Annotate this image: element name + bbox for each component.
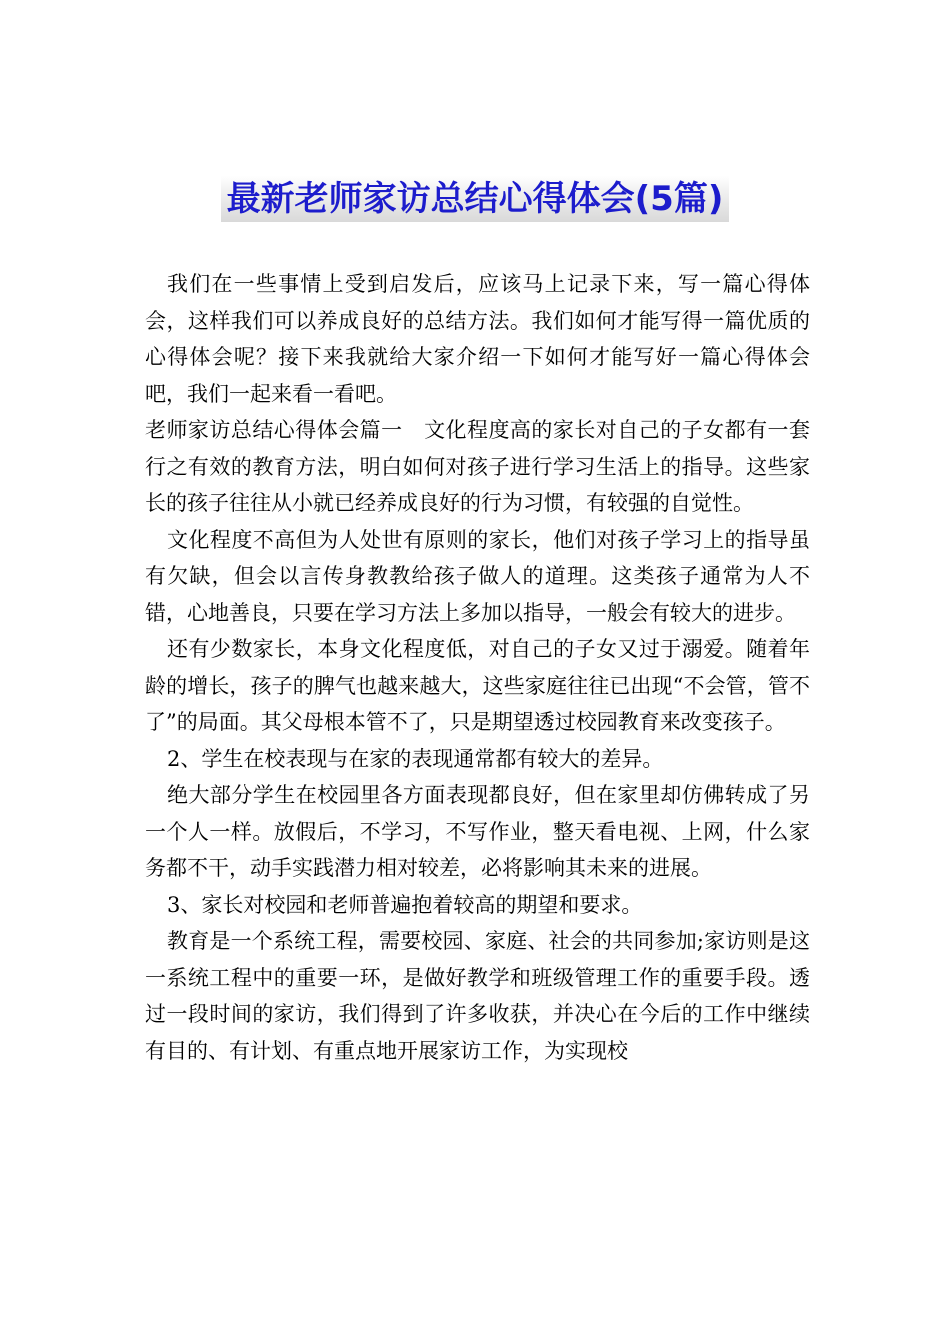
paragraph-section-one: 老师家访总结心得体会篇一 文化程度高的家长对自己的子女都有一套行之有效的教育方法，明白如何对孩子进行学习生活上的指导。这些家长的孩子往往从小就已经养成良好的行为习惯，有较强的自觉性。 (145, 418, 810, 515)
paragraph-education-system: 教育是一个系统工程，需要校园、家庭、社会的共同参加;家访则是这一系统工程中的重要一环，是做好教学和班级管理工作的重要手段。透过一段时间的家访，我们得到了许多收获，并决心在今后的工作中继续有目的、有计划、有重点地开展家访工作，为实现校 (145, 929, 810, 1063)
paragraph-behavior-difference: 绝大部分学生在校园里各方面表现都良好，但在家里却仿佛转成了另一个人一样。放假后，不学习，不写作业，整天看电视、上网，什么家务都不干，动手实践潜力相对较差，必将影响其未来的进展。 (145, 783, 810, 880)
paragraph-point-two: 2、学生在校表现与在家的表现通常都有较大的差异。 (167, 746, 664, 771)
document-title: 最新老师家访总结心得体会(5篇) (221, 176, 730, 222)
paragraph-moderate-education: 文化程度不高但为人处世有原则的家长，他们对孩子学习上的指导虽有欠缺，但会以言传身教教给孩子做人的道理。这类孩子通常为人不错，心地善良，只要在学习方法上多加以指导，一般会有较大的进步。 (145, 527, 810, 625)
paragraph-low-education: 还有少数家长，本身文化程度低，对自己的子女又过于溺爱。随着年龄的增长，孩子的脾气也越来越大，这些家庭往往已出现“不会管，管不了”的局面。其父母根本管不了，只是期望透过校园教育来改变孩子。 (145, 637, 810, 734)
paragraph-point-three: 3、家长对校园和老师普遍抱着较高的期望和要求。 (167, 892, 643, 917)
document-body (145, 266, 810, 1069)
title-container (0, 176, 950, 222)
paragraph-intro: 我们在一些事情上受到启发后，应该马上记录下来，写一篇心得体会，这样我们可以养成良好的总结方法。我们如何才能写得一篇优质的心得体会呢？接下来我就给大家介绍一下如何才能写好一篇心得体会吧，我们一起来看一看吧。 (145, 272, 810, 406)
